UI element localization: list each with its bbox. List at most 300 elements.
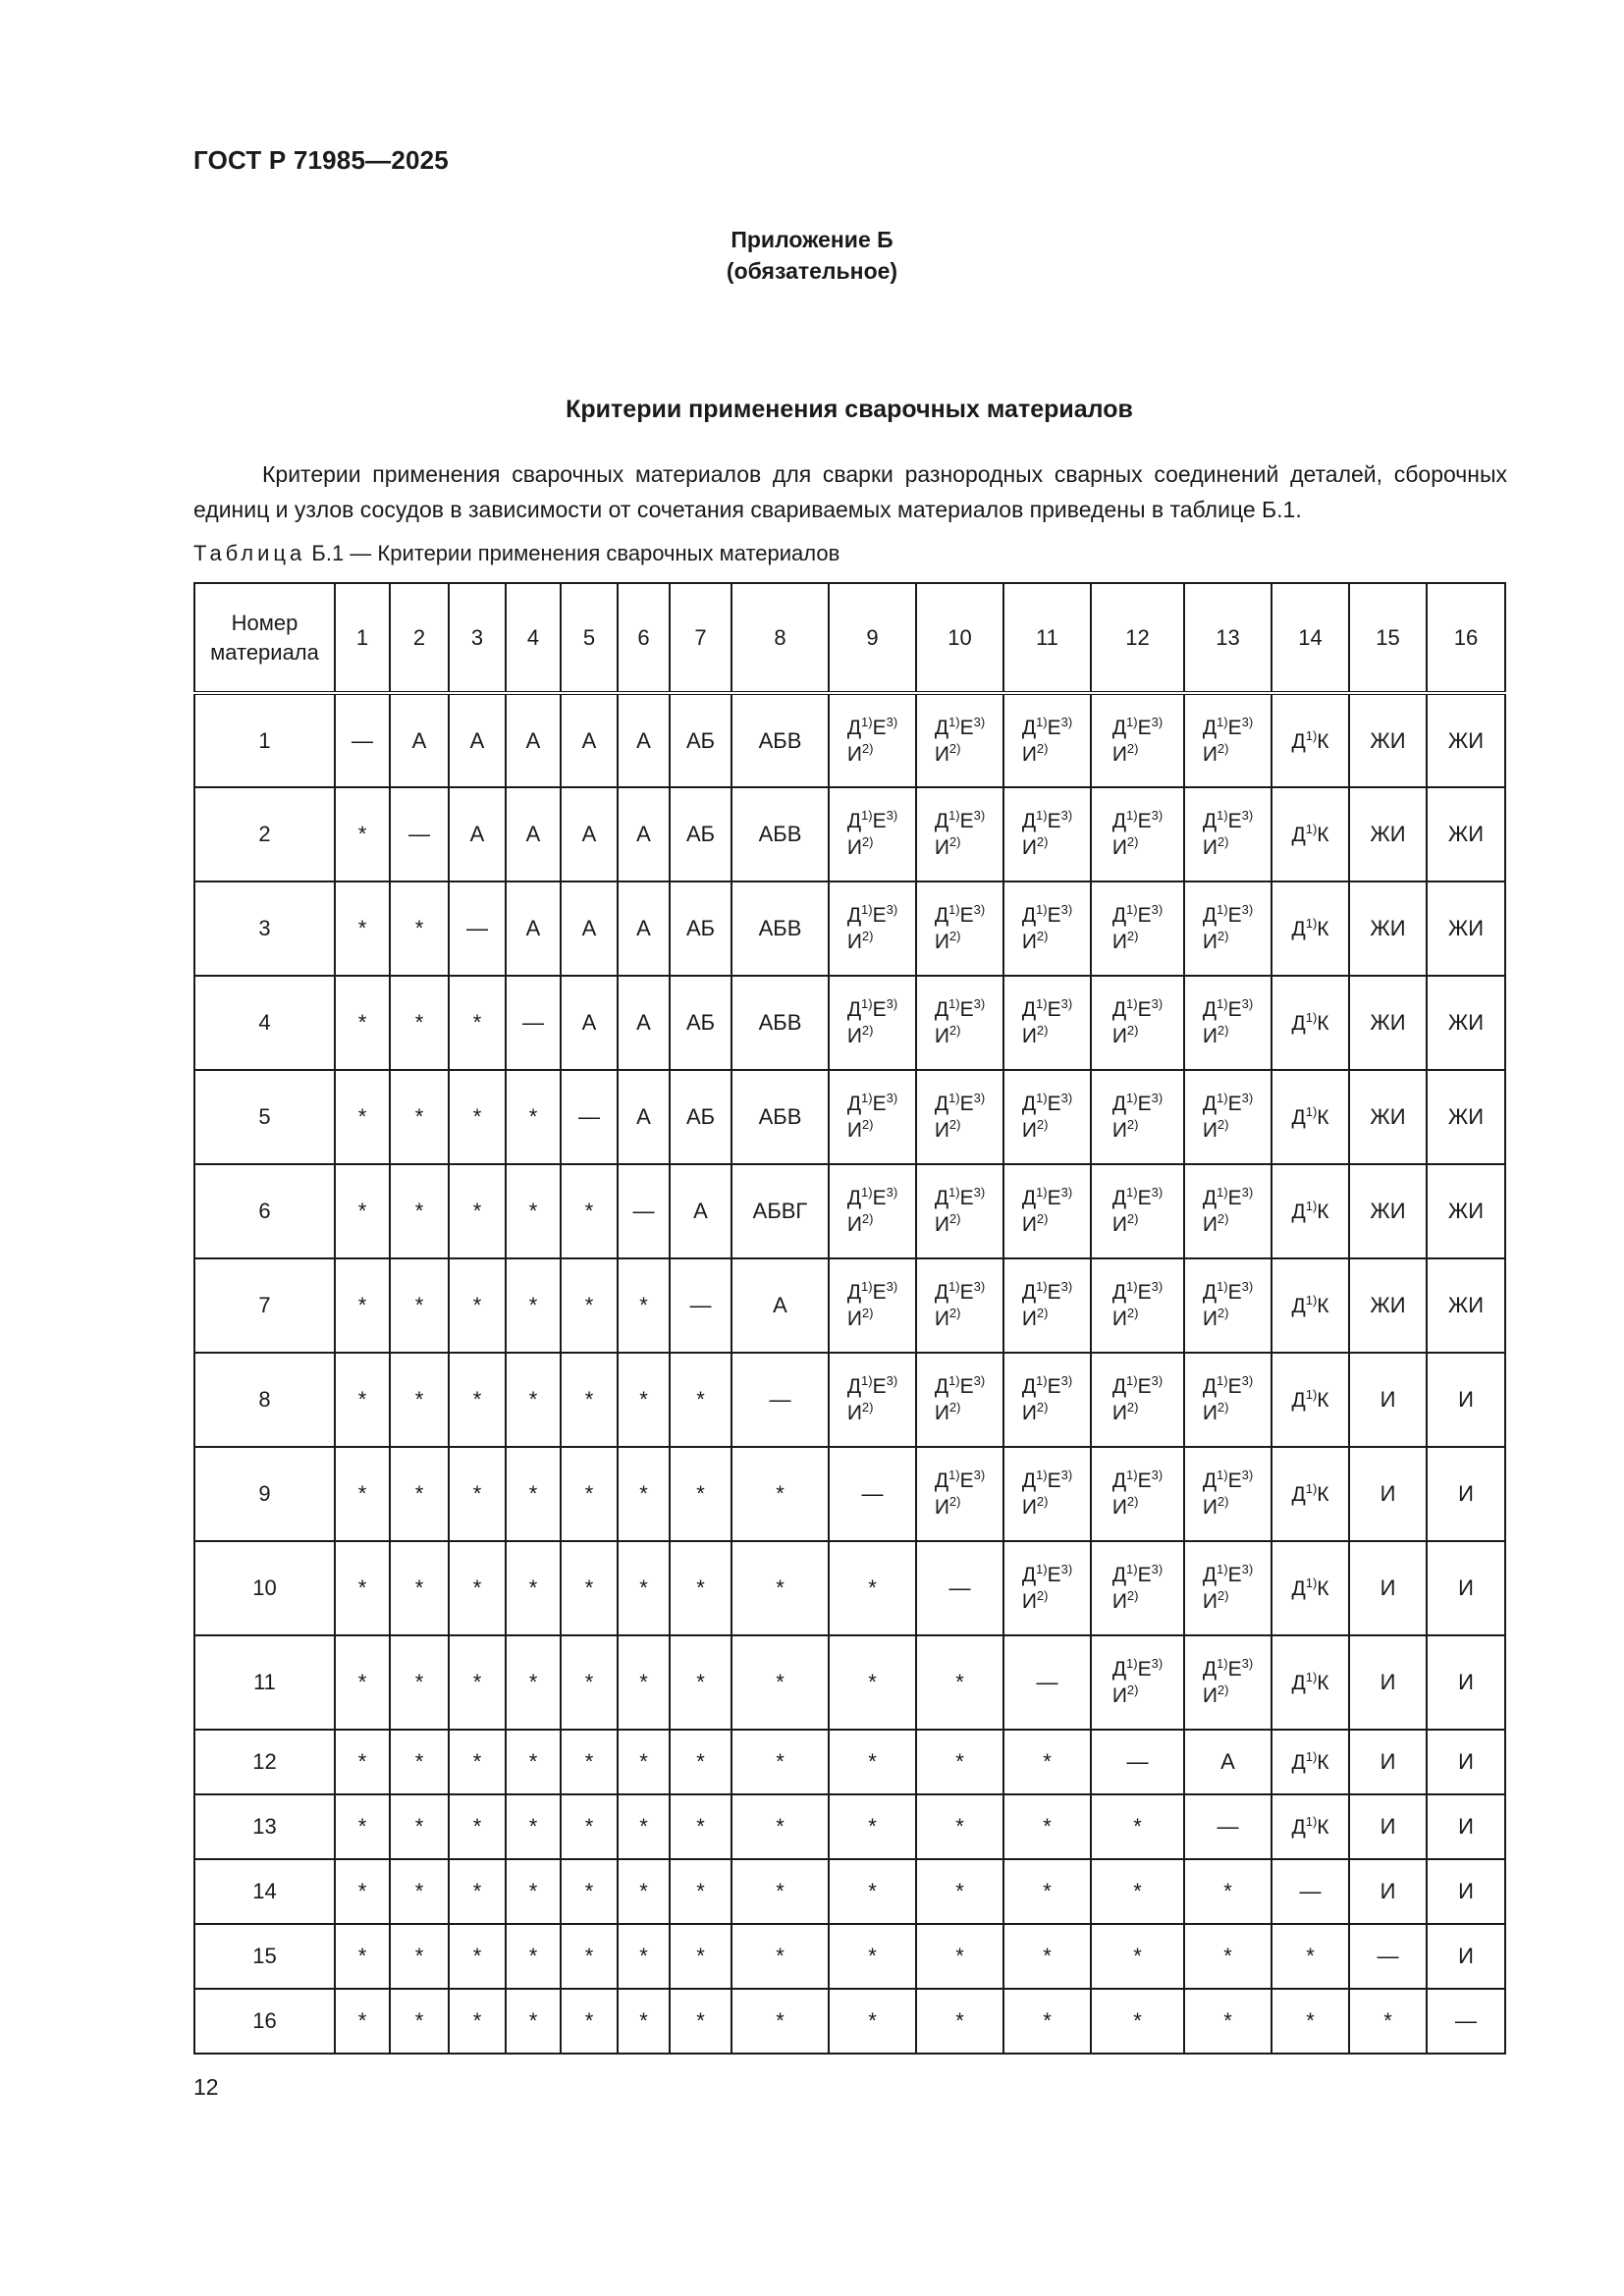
table-cell: *: [1349, 1989, 1427, 2054]
composite-value: [935, 1279, 985, 1332]
table-cell: *: [618, 1447, 670, 1541]
footnote-ref: 1): [948, 714, 960, 729]
table-cell: *: [1091, 1989, 1184, 2054]
composite-value: [847, 1091, 897, 1144]
table-cell: *: [916, 1730, 1003, 1794]
footnote-ref: 3): [1060, 1279, 1073, 1294]
letter-d: Д: [1291, 1295, 1306, 1317]
table-cell: *: [618, 1541, 670, 1635]
table-cell: *: [390, 1924, 449, 1989]
table-cell: *: [449, 1258, 506, 1353]
column-header: 16: [1427, 583, 1505, 693]
letter-e: Е: [1047, 810, 1061, 832]
table-cell: *: [506, 1730, 561, 1794]
letter-k: К: [1317, 1751, 1329, 1774]
footnote-ref: 3): [1241, 996, 1254, 1011]
composite-value: [1022, 1091, 1072, 1144]
criteria-table: [193, 582, 1506, 2055]
footnote-ref: 3): [886, 902, 898, 917]
composite-value: [935, 1468, 985, 1521]
table-cell-composite: [1091, 881, 1184, 976]
composite-value: [1203, 1656, 1253, 1709]
table-cell-composite: [1272, 976, 1349, 1070]
table-cell: А: [561, 976, 618, 1070]
footnote-ref: 3): [1241, 1185, 1254, 1200]
letter-e: Е: [1047, 1469, 1061, 1492]
footnote-ref: 3): [886, 1091, 898, 1105]
letter-e: Е: [959, 1375, 974, 1398]
footnote-ref: 1): [1305, 1749, 1318, 1764]
table-cell: И: [1349, 1859, 1427, 1924]
footnote-ref: 2): [861, 1306, 874, 1320]
composite-value: [1112, 996, 1163, 1049]
composite-value: [1022, 1279, 1072, 1332]
composite-value: [1203, 1279, 1253, 1332]
footnote-ref: 3): [973, 1468, 986, 1482]
footnote-ref: 1): [948, 996, 960, 1011]
table-cell-composite: [1091, 1635, 1184, 1730]
table-cell: А: [618, 1070, 670, 1164]
table-cell-composite: [1184, 1258, 1272, 1353]
letter-e: Е: [1137, 1281, 1152, 1304]
table-cell: *: [506, 1924, 561, 1989]
footnote-ref: 3): [1060, 1091, 1073, 1105]
table-cell: *: [390, 976, 449, 1070]
letter-e: Е: [872, 810, 887, 832]
letter-k: К: [1317, 1577, 1329, 1600]
letter-i: И: [846, 1308, 862, 1330]
row-label: 9: [194, 1447, 335, 1541]
table-cell: А: [618, 787, 670, 881]
table-cell: —: [335, 693, 390, 787]
composite-value: [1291, 1483, 1328, 1506]
letter-d: Д: [1291, 1201, 1306, 1223]
letter-e: Е: [959, 998, 974, 1021]
table-cell: ЖИ: [1427, 1070, 1505, 1164]
footnote-ref: 3): [886, 1373, 898, 1388]
table-cell: *: [390, 1258, 449, 1353]
composite-value: [1291, 1577, 1328, 1600]
table-cell-composite: [916, 1258, 1003, 1353]
footnote-ref: 1): [1126, 902, 1138, 917]
footnote-ref: 3): [1060, 714, 1073, 729]
letter-d: Д: [1202, 904, 1218, 927]
letter-e: Е: [872, 998, 887, 1021]
table-cell-composite: [1091, 976, 1184, 1070]
table-cell: *: [506, 1164, 561, 1258]
table-cell: *: [449, 1070, 506, 1164]
row-label: 6: [194, 1164, 335, 1258]
table-cell-composite: [1003, 976, 1091, 1070]
letter-e: Е: [872, 1093, 887, 1115]
footnote-ref: 3): [1241, 1373, 1254, 1388]
footnote-ref: 3): [1241, 902, 1254, 917]
footnote-ref: 1): [1217, 1656, 1228, 1671]
table-cell: АБВ: [731, 976, 829, 1070]
letter-i: И: [1021, 1119, 1037, 1142]
composite-value: [935, 715, 985, 768]
table-cell-composite: [1091, 1258, 1184, 1353]
table-cell: *: [390, 1989, 449, 2054]
table-cell: АБВ: [731, 881, 829, 976]
table-cell-composite: [1003, 693, 1091, 787]
letter-i: И: [934, 1308, 949, 1330]
table-cell: *: [1003, 1730, 1091, 1794]
table-cell: *: [449, 1164, 506, 1258]
letter-e: Е: [1227, 1093, 1242, 1115]
table-cell: *: [561, 1635, 618, 1730]
letter-i: И: [1111, 1590, 1127, 1613]
column-header: 2: [390, 583, 449, 693]
composite-value: [1112, 1656, 1163, 1709]
table-cell: —: [449, 881, 506, 976]
table-cell: ЖИ: [1349, 976, 1427, 1070]
table-cell: А: [506, 881, 561, 976]
footnote-ref: 3): [973, 1279, 986, 1294]
table-cell: АБ: [670, 881, 731, 976]
footnote-ref: 1): [1126, 1468, 1138, 1482]
letter-i: И: [1021, 1213, 1037, 1236]
footnote-ref: 2): [1036, 1306, 1049, 1320]
column-header: 6: [618, 583, 670, 693]
letter-i: И: [1111, 1496, 1127, 1519]
table-cell: *: [335, 881, 390, 976]
letter-d: Д: [1291, 1389, 1306, 1412]
table-cell: *: [449, 1730, 506, 1794]
table-cell: *: [731, 1859, 829, 1924]
table-cell: *: [829, 1730, 916, 1794]
table-cell: АБ: [670, 787, 731, 881]
letter-e: Е: [872, 1281, 887, 1304]
footnote-ref: 1): [1217, 808, 1228, 823]
composite-value: [1022, 1468, 1072, 1521]
footnote-ref: 3): [1151, 996, 1164, 1011]
footnote-ref: 1): [1126, 996, 1138, 1011]
table-cell-composite: [916, 1353, 1003, 1447]
row-label: 11: [194, 1635, 335, 1730]
table-cell: *: [561, 1447, 618, 1541]
table-cell-composite: [1184, 1635, 1272, 1730]
footnote-ref: 1): [1217, 1185, 1228, 1200]
footnote-ref: 2): [1217, 834, 1229, 849]
letter-e: Е: [1047, 1564, 1061, 1586]
table-cell: АБ: [670, 693, 731, 787]
letter-e: Е: [1227, 1375, 1242, 1398]
table-cell: *: [449, 1924, 506, 1989]
composite-value: [935, 996, 985, 1049]
column-header: 7: [670, 583, 731, 693]
footnote-ref: 1): [1305, 822, 1318, 836]
letter-i: И: [934, 836, 949, 859]
table-cell: *: [670, 1989, 731, 2054]
table-cell: —: [561, 1070, 618, 1164]
table-row: [194, 1541, 1505, 1635]
footnote-ref: 1): [1217, 902, 1228, 917]
table-row: [194, 1989, 1505, 2054]
letter-d: Д: [1291, 1106, 1306, 1129]
footnote-ref: 3): [886, 996, 898, 1011]
table-cell-composite: [1272, 1070, 1349, 1164]
table-cell-composite: [829, 976, 916, 1070]
letter-d: Д: [1291, 729, 1306, 753]
row-label: 10: [194, 1541, 335, 1635]
letter-e: Е: [1137, 1564, 1152, 1586]
footnote-ref: 3): [973, 714, 986, 729]
table-cell: *: [618, 1794, 670, 1859]
letter-e: Е: [1047, 1093, 1061, 1115]
footnote-ref: 1): [861, 1091, 873, 1105]
footnote-ref: 3): [886, 1185, 898, 1200]
letter-e: Е: [1047, 998, 1061, 1021]
letter-d: Д: [1291, 1816, 1306, 1839]
letter-e: Е: [1227, 1187, 1242, 1209]
table-cell: *: [829, 1794, 916, 1859]
footnote-ref: 3): [1060, 996, 1073, 1011]
table-cell: А: [449, 693, 506, 787]
table-cell: И: [1427, 1635, 1505, 1730]
table-cell: ЖИ: [1349, 787, 1427, 881]
letter-i: И: [934, 1119, 949, 1142]
letter-e: Е: [959, 1469, 974, 1492]
letter-e: Е: [1047, 1281, 1061, 1304]
footnote-ref: 1): [1036, 1562, 1048, 1576]
letter-d: Д: [1111, 716, 1127, 739]
table-cell: *: [670, 1447, 731, 1541]
table-cell: *: [335, 1164, 390, 1258]
composite-value: [1291, 1672, 1328, 1694]
letter-i: И: [846, 1402, 862, 1424]
footnote-ref: 2): [948, 1400, 961, 1415]
footnote-ref: 1): [1305, 1010, 1318, 1025]
letter-e: Е: [1227, 1564, 1242, 1586]
letter-d: Д: [846, 716, 862, 739]
letter-d: Д: [934, 1469, 949, 1492]
letter-i: И: [1111, 1119, 1127, 1142]
table-cell-composite: [1003, 1070, 1091, 1164]
letter-d: Д: [1202, 998, 1218, 1021]
footnote-ref: 1): [861, 1279, 873, 1294]
table-row: [194, 1353, 1505, 1447]
letter-d: Д: [846, 904, 862, 927]
footnote-ref: 3): [1151, 808, 1164, 823]
table-cell-composite: [1272, 787, 1349, 881]
letter-e: Е: [959, 1187, 974, 1209]
letter-d: Д: [934, 1375, 949, 1398]
footnote-ref: 2): [1036, 929, 1049, 943]
row-label: 3: [194, 881, 335, 976]
composite-value: [1022, 902, 1072, 955]
table-cell: *: [335, 1541, 390, 1635]
table-cell-composite: [1272, 881, 1349, 976]
footnote-ref: 2): [948, 1494, 961, 1509]
table-cell: А: [449, 787, 506, 881]
table-cell: *: [1184, 1924, 1272, 1989]
letter-i: И: [846, 742, 862, 766]
footnote-ref: 2): [1126, 1682, 1139, 1697]
composite-value: [935, 902, 985, 955]
footnote-ref: 2): [948, 1023, 961, 1038]
letter-e: Е: [872, 1375, 887, 1398]
letter-d: Д: [1202, 1375, 1218, 1398]
table-cell: И: [1349, 1541, 1427, 1635]
composite-value: [1112, 1468, 1163, 1521]
table-cell: *: [916, 1794, 1003, 1859]
footnote-ref: 2): [1126, 1588, 1139, 1603]
table-cell: *: [670, 1635, 731, 1730]
table-cell: *: [561, 1859, 618, 1924]
footnote-ref: 2): [1126, 929, 1139, 943]
footnote-ref: 1): [1036, 902, 1048, 917]
table-cell: *: [916, 1635, 1003, 1730]
table-cell: —: [1272, 1859, 1349, 1924]
table-cell-composite: [1272, 1447, 1349, 1541]
composite-value: [1022, 1562, 1072, 1615]
letter-d: Д: [1111, 1187, 1127, 1209]
footnote-ref: 1): [1126, 1091, 1138, 1105]
table-cell: *: [390, 1541, 449, 1635]
table-cell: *: [561, 1730, 618, 1794]
table-cell: *: [561, 1794, 618, 1859]
composite-value: [847, 715, 897, 768]
table-cell: *: [390, 1164, 449, 1258]
table-row: [194, 1859, 1505, 1924]
composite-value: [1291, 1012, 1328, 1035]
table-cell: *: [670, 1730, 731, 1794]
table-cell-composite: [1272, 1164, 1349, 1258]
letter-d: Д: [1202, 716, 1218, 739]
footnote-ref: 3): [1151, 1091, 1164, 1105]
composite-value: [847, 996, 897, 1049]
table-cell: ЖИ: [1427, 693, 1505, 787]
composite-value: [1203, 715, 1253, 768]
table-cell-composite: [1091, 1447, 1184, 1541]
footnote-ref: 2): [1126, 1117, 1139, 1132]
letter-e: Е: [1227, 1469, 1242, 1492]
letter-k: К: [1317, 1012, 1329, 1035]
letter-d: Д: [1202, 1281, 1218, 1304]
footnote-ref: 2): [1036, 1211, 1049, 1226]
composite-value: [1112, 1185, 1163, 1238]
footnote-ref: 3): [1151, 1468, 1164, 1482]
letter-i: И: [846, 931, 862, 953]
table-header-row: [194, 583, 1505, 693]
table-cell: —: [670, 1258, 731, 1353]
table-caption-prefix: Таблица: [193, 541, 306, 565]
table-cell: И: [1349, 1794, 1427, 1859]
letter-k: К: [1317, 918, 1329, 940]
table-cell: И: [1427, 1541, 1505, 1635]
letter-d: Д: [1202, 1187, 1218, 1209]
table-cell: *: [449, 976, 506, 1070]
letter-d: Д: [1111, 1564, 1127, 1586]
footnote-ref: 3): [1060, 1373, 1073, 1388]
footnote-ref: 1): [1036, 1091, 1048, 1105]
column-header: 12: [1091, 583, 1184, 693]
letter-i: И: [1021, 1402, 1037, 1424]
table-cell: А: [390, 693, 449, 787]
row-label: 14: [194, 1859, 335, 1924]
footnote-ref: 1): [861, 902, 873, 917]
footnote-ref: 2): [861, 1211, 874, 1226]
intro-paragraph: Критерии применения сварочных материалов для сварки разнородных сварных соединений деталей, сборочных единиц и узлов сосудов в зависимости от сочетания свариваемых материалов приведены в таблице Б.1.: [193, 461, 1507, 522]
letter-d: Д: [1202, 1469, 1218, 1492]
table-cell-composite: [1184, 976, 1272, 1070]
footnote-ref: 1): [948, 1091, 960, 1105]
footnote-ref: 2): [1126, 1211, 1139, 1226]
footnote-ref: 3): [1241, 1279, 1254, 1294]
letter-d: Д: [1111, 1658, 1127, 1681]
table-row: [194, 1635, 1505, 1730]
column-header: 4: [506, 583, 561, 693]
table-cell: *: [829, 1635, 916, 1730]
footnote-ref: 1): [1036, 1279, 1048, 1294]
composite-value: [1291, 824, 1328, 846]
table-cell: И: [1427, 1794, 1505, 1859]
table-cell-composite: [1272, 1730, 1349, 1794]
footnote-ref: 1): [1305, 1814, 1318, 1829]
table-cell-composite: [1091, 1353, 1184, 1447]
letter-i: И: [1202, 1402, 1218, 1424]
table-row: [194, 881, 1505, 976]
footnote-ref: 1): [948, 1185, 960, 1200]
table-cell: *: [731, 1447, 829, 1541]
letter-d: Д: [934, 810, 949, 832]
table-cell-composite: [829, 787, 916, 881]
footnote-ref: 1): [1305, 1104, 1318, 1119]
letter-e: Е: [1137, 998, 1152, 1021]
table-cell: *: [449, 1635, 506, 1730]
table-cell: И: [1349, 1635, 1427, 1730]
table-cell-composite: [916, 881, 1003, 976]
annex-status: (обязательное): [726, 258, 898, 284]
composite-value: [1203, 1185, 1253, 1238]
table-cell: ЖИ: [1427, 1164, 1505, 1258]
composite-value: [1112, 715, 1163, 768]
letter-k: К: [1317, 1483, 1329, 1506]
table-cell: *: [618, 1258, 670, 1353]
letter-i: И: [1021, 1308, 1037, 1330]
footnote-ref: 2): [1036, 1588, 1049, 1603]
footnote-ref: 1): [1217, 1091, 1228, 1105]
table-cell: *: [829, 1924, 916, 1989]
footnote-ref: 3): [1060, 1185, 1073, 1200]
letter-e: Е: [1137, 716, 1152, 739]
table-cell: *: [390, 1794, 449, 1859]
letter-i: И: [1202, 1025, 1218, 1047]
table-cell-composite: [1184, 693, 1272, 787]
table-cell: *: [335, 1924, 390, 1989]
table-cell: *: [1184, 1989, 1272, 2054]
footnote-ref: 3): [1151, 1562, 1164, 1576]
table-cell: *: [506, 1859, 561, 1924]
table-cell: *: [1184, 1859, 1272, 1924]
letter-i: И: [1202, 1590, 1218, 1613]
table-cell-composite: [1091, 1070, 1184, 1164]
table-cell: *: [1003, 1989, 1091, 2054]
composite-value: [1203, 1373, 1253, 1426]
table-cell: ЖИ: [1427, 881, 1505, 976]
letter-i: И: [1111, 1025, 1127, 1047]
composite-value: [1112, 1562, 1163, 1615]
composite-value: [1112, 902, 1163, 955]
composite-value: [1022, 715, 1072, 768]
footnote-ref: 2): [1217, 1494, 1229, 1509]
table-row: [194, 1730, 1505, 1794]
footnote-ref: 1): [861, 714, 873, 729]
table-cell: *: [335, 976, 390, 1070]
letter-d: Д: [1202, 810, 1218, 832]
table-cell-composite: [1184, 1353, 1272, 1447]
